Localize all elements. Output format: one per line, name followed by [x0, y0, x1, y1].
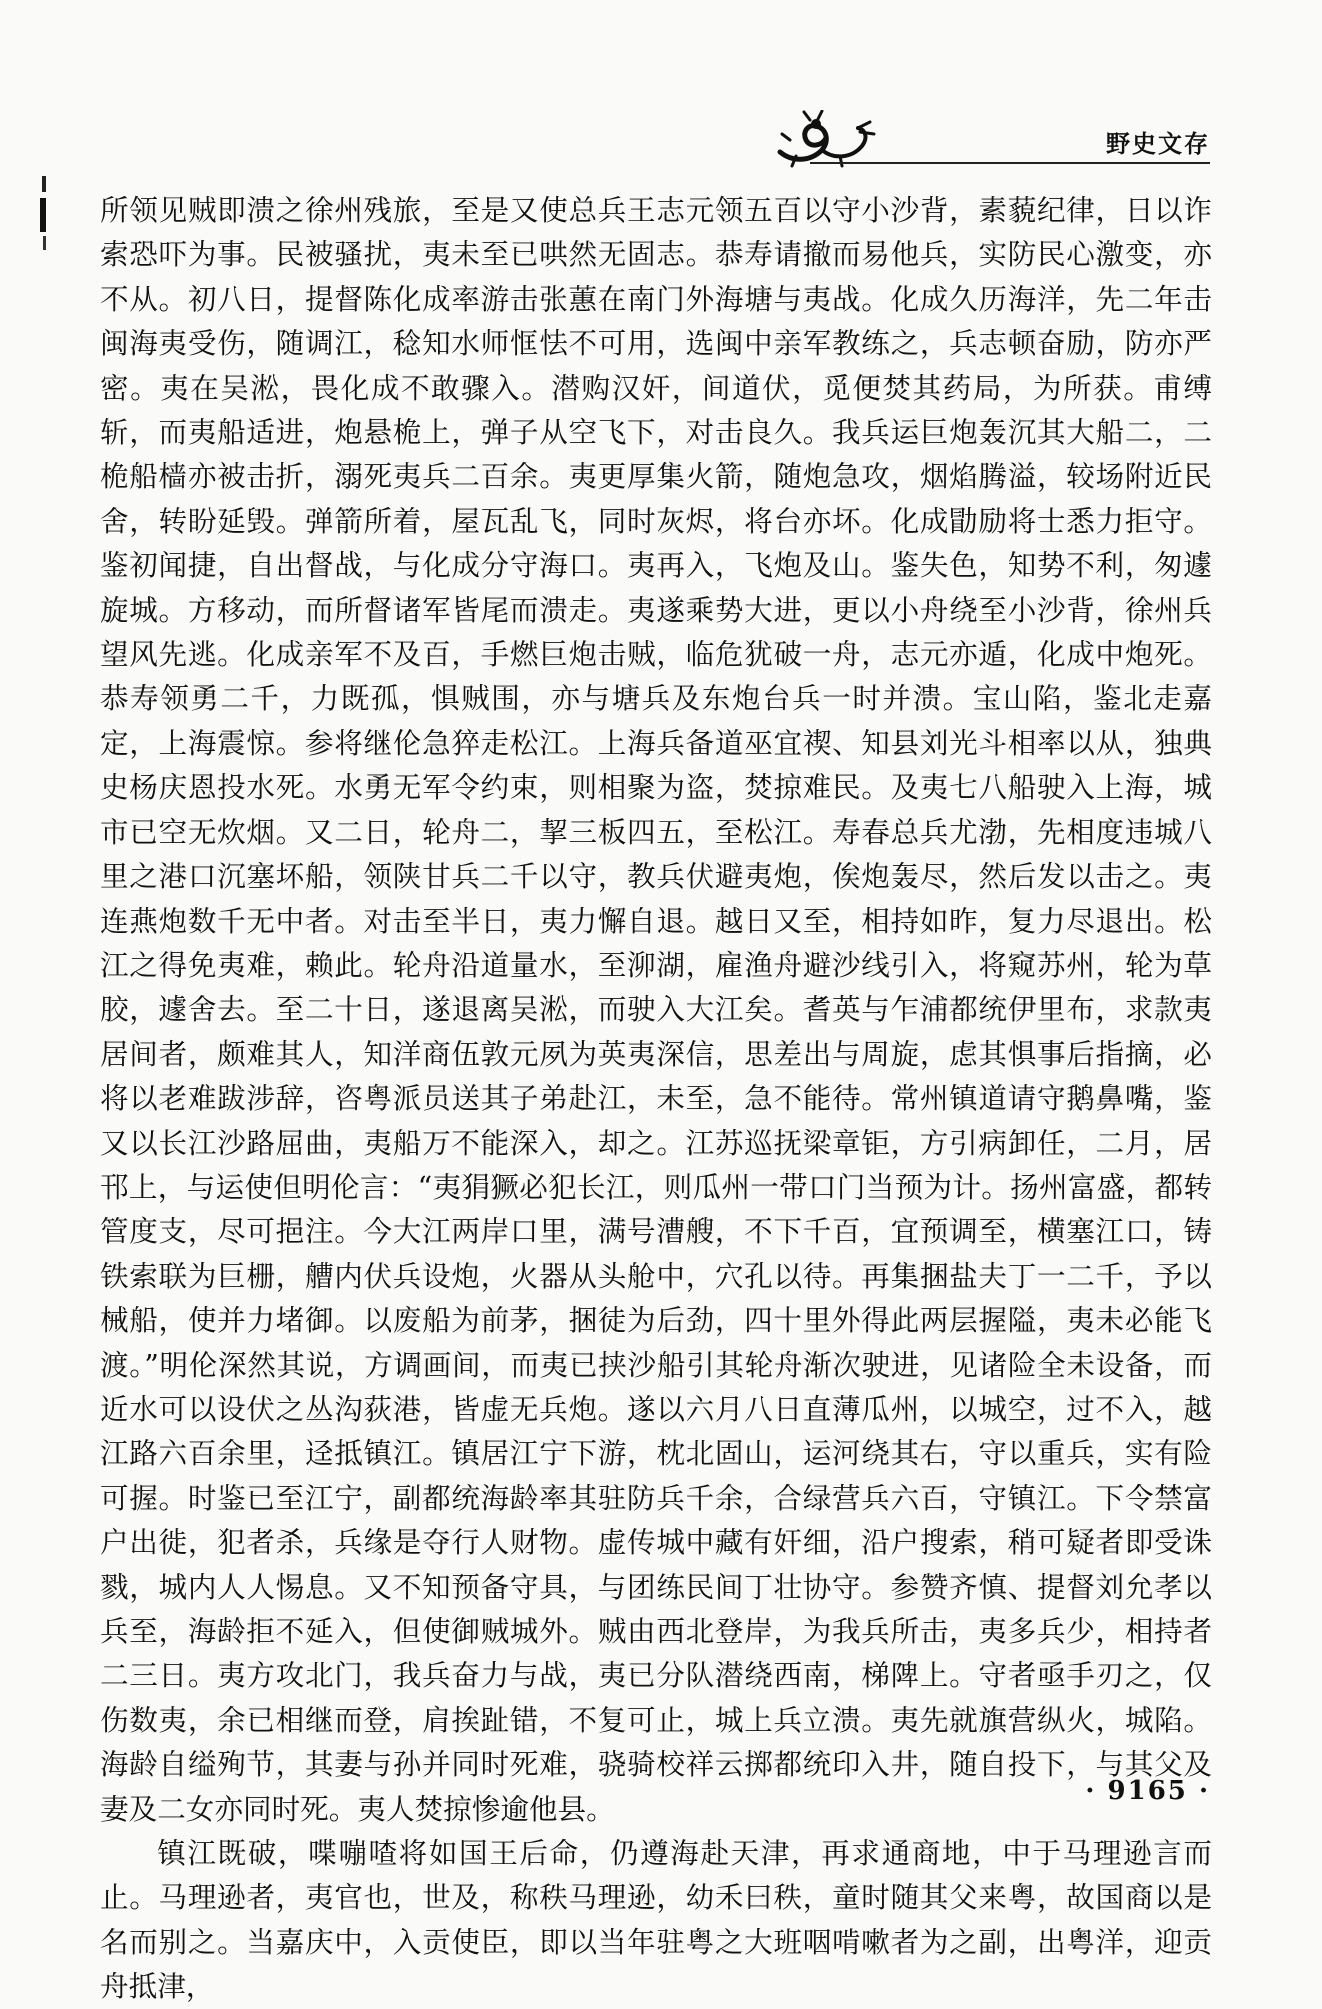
page-number: · 9165 ·	[1085, 1776, 1210, 1806]
dragon-emblem-icon	[770, 110, 880, 170]
series-title: 野史文存	[1106, 130, 1210, 158]
header-divider	[810, 162, 1210, 164]
body-text	[100, 188, 1212, 2009]
page-header	[770, 110, 1210, 170]
binding-edge-marks	[30, 170, 60, 270]
body-paragraph: 所领见贼即溃之徐州残旅，至是又使总兵王志元领五百以守小沙背，素藐纪律，日以诈索恐吓为事。民被骚扰，夷未至已哄然无固志。恭寿请撤而易他兵，实防民心激变，亦不从。初八日，提督陈化成率游击张蕙在南门外海塘与夷战。化成久历海洋，先二年击闽海夷受伤，随调江，稔知水师恇怯不可用，选闽中亲军教练之，兵志顿奋励，防亦严密。夷在吴淞，畏化成不敢骤入。潜购汉奸，间道伏，觅便焚其药局，为所获。甫缚斩，而夷船适进，炮悬桅上，弹子从空飞下，对击良久。我兵运巨炮轰沉其大船二，二桅船樯亦被击折，溺死夷兵二百余。夷更厚集火箭，随炮急攻，烟焰腾溢，较场附近民舍，转盼延毁。弹箭所着，屋瓦乱飞，同时灰烬，将台亦坏。化成勖励将士悉力拒守。鉴初闻捷，自出督战，与化成分守海口。夷再入，飞炮及山。鉴失色，知势不利，匆遽旋城。方移动，而所督诸军皆尾而溃走。夷遂乘势大进，更以小舟绕至小沙背，徐州兵望风先逃。化成亲军不及百，手燃巨炮击贼，临危犹破一舟，志元亦遁，化成中炮死。恭寿领勇二千，力既孤，惧贼围，亦与塘兵及东炮台兵一时并溃。宝山陷，鉴北走嘉定，上海震惊。参将继伦急猝走松江。上海兵备道巫宜禊、知县刘光斗相率以从，独典史杨庆恩投水死。水勇无军令约束，则相聚为盗，焚掠难民。及夷七八船驶入上海，城市已空无炊烟。又二日，轮舟二，挈三板四五，至松江。寿春总兵尤渤，先相度违城八里之港口沉塞坏船，领陕甘兵二千以守，教兵伏避夷炮，俟炮轰尽，然后发以击之。夷连燕炮数千无中者。对击至半日，夷力懈自退。越日又至，相持如昨，复力尽退出。松江之得免夷难，赖此。轮舟沿道量水，至泖湖，雇渔舟避沙线引入，将窥苏州，轮为草胶，遽舍去。至二十日，遂退离吴淞，而驶入大江矣。耆英与乍浦都统伊里布，求款夷居间者，颇难其人，知洋商伍敦元夙为英夷深信，思差出与周旋，虑其惧事后指摘，必将以老难跋涉辞，咨粤派员送其子弟赴江，未至，急不能待。常州镇道请守鹅鼻嘴，鉴又以长江沙路屈曲，夷船万不能深入，却之。江苏巡抚梁章钜，方引病卸任，二月，居邗上，与运使但明伦言：“夷狷獗必犯长江，则瓜州一带口门当预为计。扬州富盛，都转管度支，尽可挹注。今大江两岸口里，满号漕艘，不下千百，宜预调至，横塞江口，铸铁索联为巨栅，艚内伏兵设炮，火器从头舱中，穴孔以待。再集捆盐夫丁一二千，予以械船，使并力堵御。以废船为前茅，捆徒为后劲，四十里外得此两层握隘，夷未必能飞渡。”明伦深然其说，方调画间，而夷已挟沙船引其轮舟渐次驶进，见诸险全未设备，而近水可以设伏之丛沟荻港，皆虚无兵炮。遂以六月八日直薄瓜州，以城空，过不入，越江路六百余里，迳抵镇江。镇居江宁下游，枕北固山，运河绕其右，守以重兵，实有险可握。时鉴已至江宁，副都统海龄率其驻防兵千余，合绿营兵六百，守镇江。下令禁富户出徙，犯者杀，兵缘是夺行人财物。虚传城中藏有奸细，沿户搜索，稍可疑者即受诛戮，城内人人惕息。又不知预备守具，与团练民间丁壮协守。参赞齐慎、提督刘允孝以兵至，海龄拒不延入，但使御贼城外。贼由西北登岸，为我兵所击，夷多兵少，相持者二三日。夷方攻北门，我兵奋力与战，夷已分队潜绕西南，梯陴上。守者亟手刃之，仅伤数夷，余已相继而登，肩挨趾错，不复可止，城上兵立溃。夷先就旗营纵火，城陷。海龄自缢殉节，其妻与孙并同时死难，骁骑校祥云掷都统印入井，随自投下，与其父及妻及二女亦同时死。夷人焚掠惨逾他县。	[100, 193, 1212, 1826]
body-paragraph: 镇江既破，喋嘣喳将如国王后命，仍遵海赴天津，再求通商地，中于马理逊言而止。马理逊者，夷官也，世及，称秩马理逊，幼禾曰秩，童时随其父来粤，故国商以是名而别之。当嘉庆中，入贡使臣，即以当年驻粤之大班咽啃嗽者为之副，出粤洋，迎贡舟抵津，	[100, 1836, 1212, 2004]
